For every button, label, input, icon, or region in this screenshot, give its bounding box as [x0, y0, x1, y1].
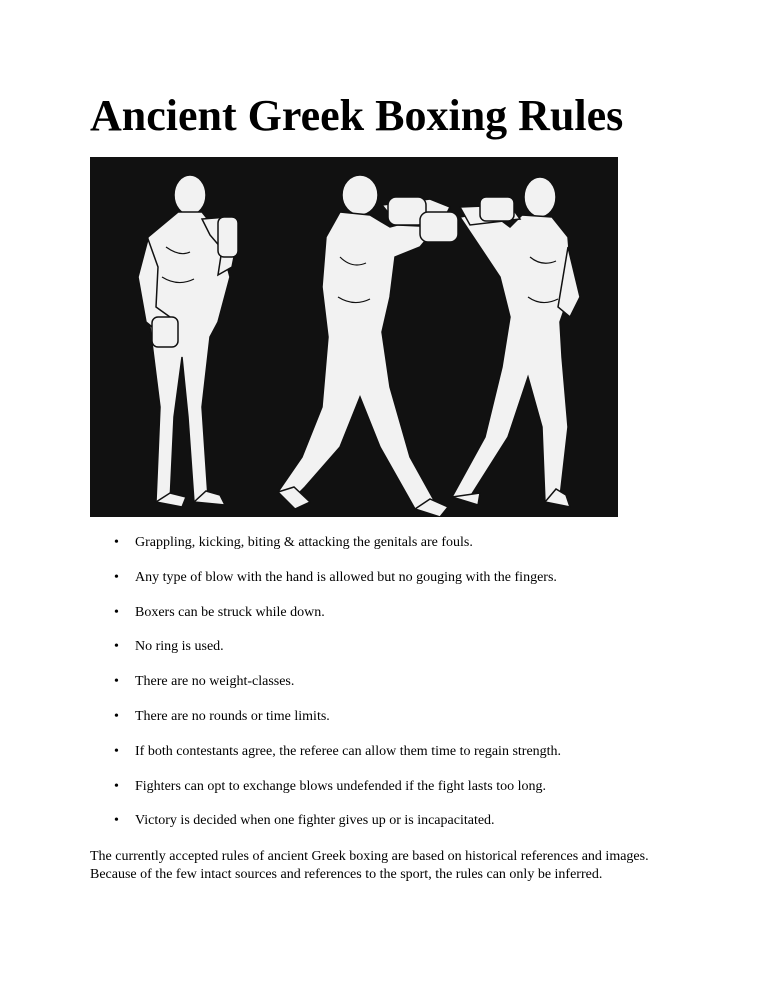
- list-item: [90, 568, 690, 603]
- bullet-glyph: •: [114, 535, 119, 550]
- right-boxer-figure: [452, 177, 580, 507]
- list-item: [90, 672, 690, 707]
- rule-text: There are no weight-classes.: [135, 674, 295, 690]
- rule-text: Grappling, kicking, biting & attacking the genitals are fouls.: [135, 535, 473, 550]
- bullet-glyph: •: [114, 569, 119, 585]
- list-item: [90, 603, 690, 638]
- list-item: [90, 811, 690, 846]
- bullet-glyph: •: [114, 743, 119, 759]
- rule-text: Any type of blow with the hand is allowed but no gouging with the fingers.: [135, 569, 557, 585]
- rule-text: There are no rounds or time limits.: [135, 708, 330, 724]
- list-item: [90, 742, 690, 777]
- middle-boxer-figure: [278, 175, 458, 517]
- boxers-drawing: [90, 157, 618, 517]
- list-item: [90, 637, 690, 672]
- rule-text: Victory is decided when one fighter gives up or is incapacitated.: [135, 813, 495, 829]
- bullet-glyph: •: [114, 813, 119, 829]
- rule-text: Boxers can be struck while down.: [135, 604, 325, 620]
- list-item: [90, 707, 690, 742]
- description-paragraph: The currently accepted rules of ancient Greek boxing are based on historical references and images. Because of the few intact sources and references to the sport, the rules can only be inferred.: [90, 849, 649, 882]
- list-item: [90, 777, 690, 812]
- bullet-glyph: •: [114, 708, 119, 724]
- bullet-glyph: •: [114, 639, 119, 655]
- rule-text: Fighters can opt to exchange blows undefended if the fight lasts too long.: [135, 778, 546, 794]
- boxers-illustration: [90, 157, 618, 517]
- rule-text: No ring is used.: [135, 639, 224, 655]
- page-title: Ancient Greek Boxing Rules: [90, 91, 624, 140]
- bullet-glyph: •: [114, 604, 119, 620]
- left-boxer-figure: [138, 175, 238, 507]
- bullet-glyph: •: [114, 778, 119, 794]
- rules-list: [90, 533, 690, 846]
- rule-text: If both contestants agree, the referee can allow them time to regain strength.: [135, 743, 562, 759]
- bullet-glyph: •: [114, 674, 119, 690]
- list-item: [90, 533, 690, 568]
